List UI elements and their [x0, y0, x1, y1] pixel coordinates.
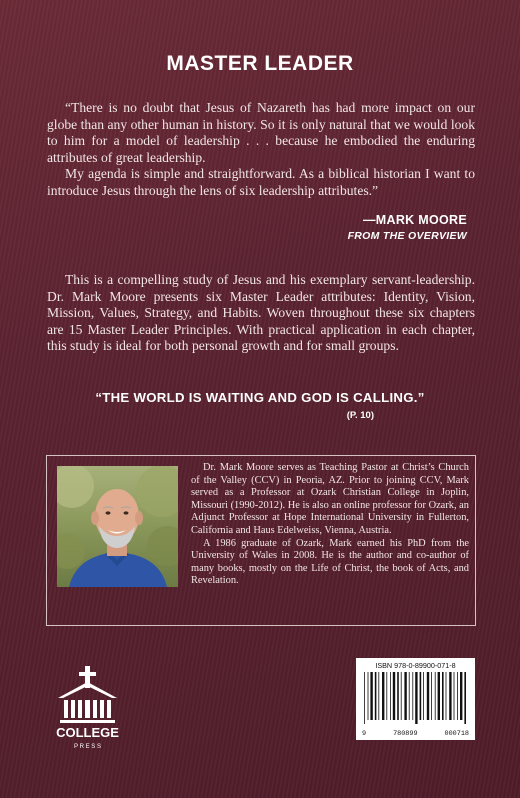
logo-sub: P R E S S [74, 744, 101, 750]
bio-paragraph-1: Dr. Mark Moore serves as Teaching Pastor at Christ’s Church of the Valley (CCV) in Peoria, AZ. Prior to joining CCV, Mark served as a Professor at Ozark Christian College in Joplin, Missouri (1990-2012). He is also an online professor for Ozark, an Adjunct Professor at Hope International University in Fullerton, California and Haus Edelweiss, Vienna, Austria. [191, 462, 469, 536]
author-photo [57, 466, 178, 587]
barcode-bar [446, 672, 447, 720]
barcode-digit-group-1: 780899 [393, 730, 418, 738]
barcode-bar [438, 672, 440, 720]
callout-page-reference: (P. 10) [346, 410, 374, 421]
isbn-barcode [356, 658, 475, 740]
barcode-bar [393, 672, 395, 720]
bio-paragraph-2: A 1986 graduate of Ozark, Mark earned his PhD from the University of Wales in 2008. He is the author and co-author of many books, mostly on the Life of Christ, the book of Acts, and Revelation. [191, 537, 469, 587]
barcode-bar [423, 672, 424, 720]
barcode-bar [415, 672, 417, 724]
barcode-bar [368, 672, 369, 720]
barcode-bar [454, 672, 455, 720]
barcode-bar [386, 672, 387, 720]
barcode-bar [378, 672, 379, 720]
college-press-logo [40, 664, 140, 754]
isbn-text: ISBN 978-0-89900-071-8 [375, 661, 456, 670]
book-description: This is a compelling study of Jesus and his exemplary servant-leadership. Dr. Mark Moore presents six Master Leader attributes: Identity, Vision, Mission, Values, Strategy, and Habits. Woven throughout these six chapters are 15 Master Leader Principles. With practical application in each chapter, this study is ideal for both personal growth and for small groups. [47, 272, 475, 354]
overview-quote [47, 100, 475, 200]
barcode-bar [412, 672, 413, 720]
callout-quote: “THE WORLD IS WAITING AND GOD IS CALLING.” [95, 390, 425, 405]
quote-paragraph-1: “There is no doubt that Jesus of Nazareth has had more impact on our globe than any other human in history. So it is only natural that we would look to him for a model of leadership . . . because he embodied the enduring attributes of great leadership. [47, 100, 475, 165]
barcode-bar [409, 672, 410, 720]
barcode-bar [382, 672, 384, 720]
barcode-bar [401, 672, 402, 720]
barcode-bar [375, 672, 377, 720]
author-bio [191, 462, 469, 588]
barcode-bar [431, 672, 432, 720]
attribution-source: FROM THE OVERVIEW [347, 230, 467, 242]
barcode-bar [457, 672, 458, 720]
barcode-bar [442, 672, 444, 720]
barcode-bars [362, 672, 469, 724]
barcode-bar [370, 672, 372, 720]
barcode-digit-group-2: 000718 [444, 730, 469, 738]
barcode-bar [435, 672, 436, 720]
attribution-name: —MARK MOORE [363, 213, 467, 227]
quote-attribution [348, 213, 467, 242]
barcode-bar [464, 672, 466, 724]
barcode-bar [449, 672, 451, 720]
quote-paragraph-2: My agenda is simple and straightforward. As a biblical historian I want to introduce Jesus through the lens of six leadership attributes.” [47, 166, 475, 198]
logo-name: COLLEGE [56, 725, 119, 740]
book-title: MASTER LEADER [166, 52, 354, 75]
barcode-bar [397, 672, 399, 720]
barcode-digits [362, 730, 469, 738]
barcode-bar [364, 672, 365, 724]
barcode-bar [404, 672, 406, 720]
barcode-bar [420, 672, 422, 720]
barcode-bar [460, 672, 462, 720]
barcode-bar [427, 672, 429, 720]
author-bio-box [46, 455, 476, 626]
barcode-digit-lead: 9 [362, 730, 367, 738]
barcode-bar [390, 672, 391, 720]
